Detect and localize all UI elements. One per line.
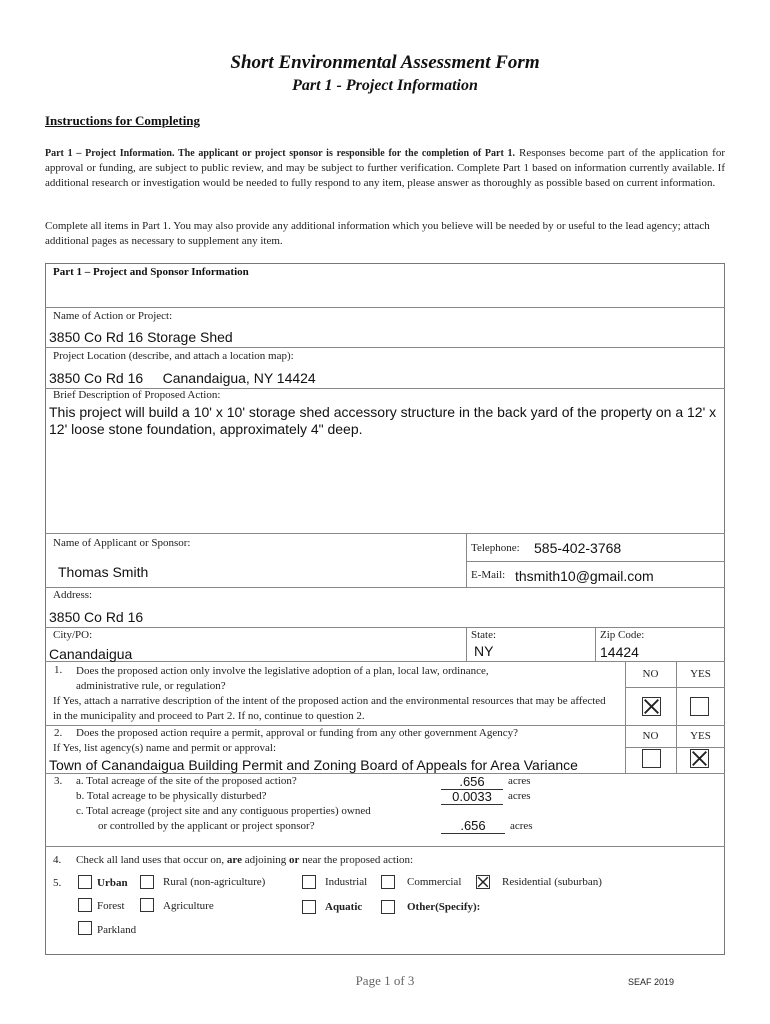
- action-name-field[interactable]: 3850 Co Rd 16 Storage Shed: [49, 329, 233, 345]
- q2-follow-text: If Yes, list agency(s) name and permit or approval:: [53, 742, 276, 754]
- telephone-label: Telephone:: [471, 542, 520, 554]
- form-id: SEAF 2019: [628, 977, 675, 987]
- description-field[interactable]: This project will build a 10' x 10' storage shed accessory structure in the back yard of the property on a 12' x 12' loose stone foundation, approximately 4" deep.: [49, 404, 717, 437]
- instructions-part1-text: Responses become part of the application for approval or funding, are subject to public review, and may be subject to further verification. Complete Part 1 based on information currently available. If additional research or investigation would be needed to fully respond to any item, please answer as thoroughly as possible based on current information.: [45, 147, 725, 189]
- checked-x-icon: [477, 876, 489, 888]
- q1-no-checkbox[interactable]: [642, 697, 661, 716]
- rural-label: Rural (non-agriculture): [163, 876, 266, 888]
- form-title: Short Environmental Assessment Form: [230, 52, 540, 73]
- q1-no-header: NO: [642, 668, 659, 680]
- q3a-acres-label: acres: [508, 775, 531, 787]
- q4-text-b: are: [226, 854, 242, 866]
- city-label: City/PO:: [53, 629, 93, 641]
- aquatic-label: Aquatic: [325, 901, 363, 913]
- q3a-text: a. Total acreage of the site of the proposed action?: [76, 775, 297, 787]
- parkland-label: Parkland: [97, 924, 137, 936]
- q3b-acreage-field[interactable]: 0.0033: [441, 789, 503, 805]
- agriculture-checkbox[interactable]: [140, 898, 154, 912]
- action-name-label: Name of Action or Project:: [53, 310, 173, 322]
- checked-x-icon: [643, 698, 660, 715]
- q3b-acres-label: acres: [508, 790, 531, 802]
- page-number: Page 1 of 3: [355, 973, 415, 988]
- q4-number: 4.: [53, 854, 62, 866]
- q3c-text-1: c. Total acreage (project site and any contiguous properties) owned: [76, 805, 371, 817]
- industrial-label: Industrial: [325, 876, 368, 888]
- instructions-heading: Instructions for Completing: [45, 113, 201, 128]
- industrial-checkbox[interactable]: [302, 875, 316, 889]
- location-label: Project Location (describe, and attach a location map):: [53, 350, 294, 362]
- q2-no-header: NO: [642, 730, 659, 742]
- zip-field[interactable]: 14424: [600, 644, 639, 660]
- q4-text-d: or: [289, 854, 300, 866]
- instructions-part1-bold: Part 1 – Project Information. The applicant or project sponsor is responsible for the completion of Part 1.: [45, 148, 516, 159]
- location-field[interactable]: 3850 Co Rd 16 Canandaigua, NY 14424: [49, 370, 316, 386]
- applicant-label: Name of Applicant or Sponsor:: [53, 537, 191, 549]
- forest-label: Forest: [97, 900, 125, 912]
- q3c-acreage-field[interactable]: .656: [441, 818, 505, 834]
- q3-number: 3.: [54, 775, 63, 787]
- q5-number: 5.: [53, 877, 62, 889]
- q2-no-checkbox[interactable]: [642, 749, 661, 768]
- q3c-acres-label: acres: [510, 820, 533, 832]
- commercial-label: Commercial: [407, 876, 462, 888]
- applicant-field[interactable]: Thomas Smith: [58, 564, 149, 580]
- q3b-text: b. Total acreage to be physically disturbed?: [76, 790, 267, 802]
- urban-checkbox[interactable]: [78, 875, 92, 889]
- commercial-checkbox[interactable]: [381, 875, 395, 889]
- other-label: Other(Specify):: [407, 901, 481, 913]
- instructions-paragraph-1: [45, 146, 725, 191]
- q1-yes-checkbox[interactable]: [690, 697, 709, 716]
- residential-checkbox[interactable]: [476, 875, 490, 889]
- rural-checkbox[interactable]: [140, 875, 154, 889]
- city-field[interactable]: Canandaigua: [49, 646, 133, 662]
- q4-text: [76, 854, 413, 866]
- agriculture-label: Agriculture: [163, 900, 214, 912]
- q4-text-c: adjoining: [241, 854, 290, 866]
- q1-number: 1.: [54, 664, 63, 676]
- form-table: [45, 263, 725, 955]
- q2-yes-header: YES: [690, 730, 711, 742]
- email-field[interactable]: thsmith10@gmail.com: [515, 568, 654, 584]
- forest-checkbox[interactable]: [78, 898, 92, 912]
- q3c-text-2: or controlled by the applicant or project sponsor?: [98, 820, 315, 832]
- q4-text-e: near the proposed action:: [299, 854, 414, 866]
- email-label: E-Mail:: [471, 569, 506, 581]
- section-heading: Part 1 – Project and Sponsor Information: [53, 266, 249, 278]
- q3a-acreage-field[interactable]: .656: [441, 774, 503, 790]
- telephone-field[interactable]: 585-402-3768: [534, 540, 622, 556]
- state-field[interactable]: NY: [474, 643, 494, 659]
- q2-text: Does the proposed action require a permit, approval or funding from any other government Agency?: [76, 727, 518, 739]
- q1-text: Does the proposed action only involve the legislative adoption of a plan, local law, ordinance, administrative rule, or regulation?: [76, 665, 489, 692]
- q2-number: 2.: [54, 727, 63, 739]
- form-subtitle: Part 1 - Project Information: [292, 77, 478, 94]
- zip-label: Zip Code:: [600, 629, 645, 641]
- q2-yes-checkbox[interactable]: [690, 749, 709, 768]
- q2-agency-field[interactable]: Town of Canandaigua Building Permit and Zoning Board of Appeals for Area Variance: [49, 757, 578, 773]
- aquatic-checkbox[interactable]: [302, 900, 316, 914]
- q1-follow-text: If Yes, attach a narrative description of the intent of the proposed action and the environmental resources that may be affected in the municipality and proceed to Part 2. If no, continue to question 2.: [53, 695, 606, 722]
- urban-label: Urban: [97, 877, 128, 889]
- residential-label: Residential (suburban): [502, 876, 602, 888]
- address-label: Address:: [53, 589, 93, 601]
- parkland-checkbox[interactable]: [78, 921, 92, 935]
- address-field[interactable]: 3850 Co Rd 16: [49, 609, 144, 625]
- instructions-paragraph-2: Complete all items in Part 1. You may also provide any additional information which you believe will be needed by or useful to the lead agency; attach additional pages as necessary to supplement any item.: [45, 220, 710, 247]
- q4-text-a: Check all land uses that occur on,: [76, 854, 227, 866]
- description-label: Brief Description of Proposed Action:: [53, 389, 221, 401]
- checked-x-icon: [691, 750, 708, 767]
- q1-yes-header: YES: [690, 668, 711, 680]
- state-label: State:: [471, 629, 497, 641]
- other-checkbox[interactable]: [381, 900, 395, 914]
